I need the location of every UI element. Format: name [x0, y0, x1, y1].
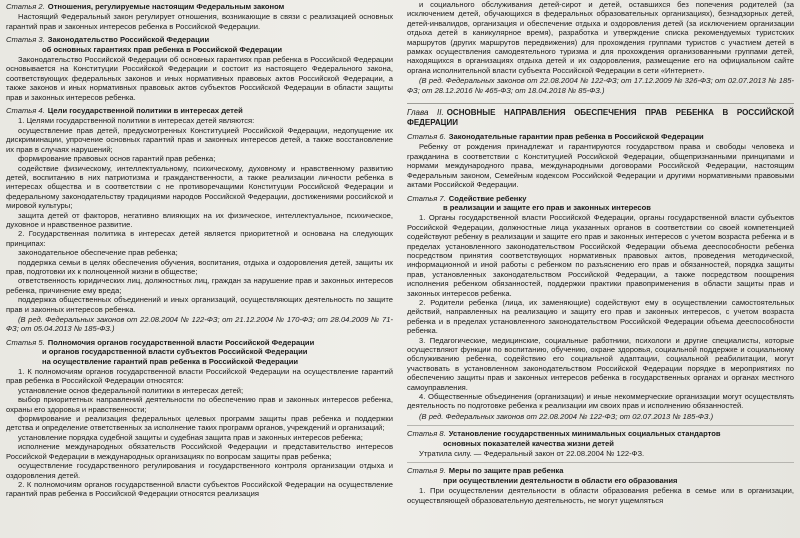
article-title: Меры по защите прав ребенка	[448, 466, 564, 476]
article-number: Статья 3.	[6, 35, 45, 45]
article-number: Статья 8.	[407, 429, 446, 439]
article-number: Статья 2.	[6, 2, 45, 11]
article-4	[6, 106, 393, 334]
article-7	[407, 194, 794, 422]
paragraph: исполнение международных обязательств Российской Федерации и представительство интересов Российской Федерации в международных организациях по вопросам защиты прав ребенка;	[6, 442, 393, 461]
paragraph: 2. Родители ребенка (лица, их заменяющие) содействуют ему в осуществлении самостоятельных действий, направленных на реализацию и защиту его прав и законных интересов, с учетом возраста ребенка и в пределах установленного законодательством Российской Федерации объема дееспособности ребенка.	[407, 297, 794, 336]
article-title: Законодательные гарантии прав ребенка в Российской Федерации	[448, 132, 704, 142]
article-title: Законодательство Российской Федерации	[47, 35, 210, 45]
right-column	[407, 0, 794, 538]
amendment-note: (В ред. Федеральных законов от 22.08.2004 № 122-ФЗ; от 17.12.2009 № 326-ФЗ; от 02.07.2013 № 185-ФЗ; от 28.12.2016 № 465-ФЗ; от 18.04.2018 № 85-ФЗ.)	[407, 76, 794, 95]
article-5-heading	[6, 338, 393, 366]
paragraph: 1. При осуществлении деятельности в области образования ребенка в семье или в организации, осуществляющей образовательную деятельность, не могут ущемляться	[407, 486, 794, 505]
article-title: Отношения, регулируемые настоящим Федеральным законом	[47, 2, 285, 11]
article-6-heading	[407, 132, 794, 141]
paragraph: содействие физическому, интеллектуальному, психическому, духовному и нравственному развитию детей, воспитанию в них патриотизма и гражданственности, а также реализации личности ребенка в интересах общества и в соответствии с не противоречащими Конституции Российской Федерации и федеральному законодательству традициями народов Российской Федерации, достижениями российской и мировой культуры;	[6, 163, 393, 211]
article-title: Установление государственных минимальных социальных стандартов	[448, 429, 721, 439]
article-number: Статья 5.	[6, 337, 45, 347]
amendment-note: (В ред. Федеральных законов от 22.08.2004 № 122-ФЗ; от 02.07.2013 № 185-ФЗ.)	[419, 411, 714, 421]
paragraph: 2. Государственная политика в интересах детей является приоритетной и основана на следующих принципах:	[6, 229, 393, 248]
article-title-line-2: об основных гарантиях прав ребенка в Российской Федерации	[42, 44, 283, 54]
paragraph: 1. К полномочиям органов государственной власти Российской Федерации на осуществление гарантий прав ребенка в Российской Федерации относятся:	[6, 367, 393, 386]
paragraph: формирование и реализация федеральных целевых программ защиты прав ребенка и поддержки детства и определение ответственных за исполнение таких программ органов, учреждений и организаций;	[6, 414, 393, 433]
article-title-line-2: в реализации и защите его прав и законных интересов	[443, 202, 651, 212]
paragraph: Ребенку от рождения принадлежат и гарантируются государством права и свободы человека и гражданина в соответствии с Конституцией Российской Федерации, общепризнанными принципами и нормами международного права, международными договорами Российской Федерации, настоящим Федеральным законом, Семейным кодексом Российской Федерации и другими нормативными правовыми актами Российской Федерации.	[407, 142, 794, 190]
amendment-note: (В ред. Федеральных законов от 22.08.2004 № 122-ФЗ; от 21.12.2004 № 170-ФЗ; от 28.04.2009 № 71-ФЗ; от 05.04.2013 № 185-ФЗ.)	[6, 315, 393, 334]
article-number: Статья 9.	[407, 466, 446, 476]
paragraph: поддержка семьи в целях обеспечения обучения, воспитания, отдыха и оздоровления детей, защиты их прав, подготовки их к полноценной жизни в обществе;	[6, 257, 393, 276]
article-2	[6, 2, 393, 31]
article-9	[407, 466, 794, 505]
paragraph: 4. Общественные объединения (организации) и иные некоммерческие организации могут осуществлять деятельность по подготовке ребенка к реализации им своих прав и исполнению обязанностей.	[407, 392, 794, 411]
paragraph: защита детей от факторов, негативно влияющих на их физическое, интеллектуальное, психическое, духовное и нравственное развитие.	[6, 210, 393, 229]
paragraph: 3. Педагогические, медицинские, социальные работники, психологи и другие специалисты, которые осуществляют функции по воспитанию, обучению, охране здоровья, социальной поддержке и социальному обслуживанию ребенка, содействию его социальной адаптации, социальной реабилитации, могут участвовать в установленном законодательством Российской Федерации порядке в мероприятиях по обеспечению защиты прав и законных интересов ребенка в государственных органах и органах местного самоуправления.	[407, 335, 794, 392]
article-8	[407, 429, 794, 458]
article-6	[407, 132, 794, 189]
paragraph: выбор приоритетных направлений деятельности по обеспечению прав и законных интересов ребенка, охраны его здоровья и нравственности;	[6, 395, 393, 414]
article-title-line-2: и органов государственной власти субъектов Российской Федерации	[42, 347, 308, 357]
article-5	[6, 338, 393, 499]
article-5-continuation	[407, 0, 794, 95]
chapter-number: Глава II.	[407, 108, 444, 118]
article-number: Статья 7.	[407, 193, 446, 203]
paragraph: 2. К полномочиям органов государственной власти субъектов Российской Федерации на осуществление гарантий прав ребенка в Российской Федерации относятся реализация	[6, 479, 393, 499]
paragraph: и социального обслуживания детей-сирот и детей, оставшихся без попечения родителей (за исключением детей, обучающихся в федеральных образовательных организациях), безнадзорных детей, детей-инвалидов, организация и обеспечение отдыха и оздоровления детей (за исключением организации отдыха детей в каникулярное время), разработка и утверждение списка рекомендуемых туристских маршрутов (других маршрутов передвижения) для прохождения группами туристов с участием детей в рамках осуществления самодеятельного туризма и для прохождения организованными группами детей, находящихся в организациях отдыха детей и их оздоровления, размещение его на официальном сайте органа исполнительной власти субъекта Российской Федерации в сети «Интернет».	[407, 0, 794, 75]
paragraph: установление порядка судебной защиты и судебная защита прав и законных интересов ребенка;	[18, 432, 363, 442]
article-2-heading	[6, 2, 393, 11]
paragraph: Утратила силу. — Федеральный закон от 22.08.2004 № 122-ФЗ.	[419, 449, 645, 459]
article-4-heading	[6, 106, 393, 115]
paragraph: установление основ федеральной политики в интересах детей;	[18, 385, 244, 395]
paragraph: осуществление прав детей, предусмотренных Конституцией Российской Федерации, недопущение их дискриминации, упрочение основных гарантий прав и законных интересов детей, а также восстановление их прав в случаях нарушений;	[6, 125, 393, 154]
paragraph: осуществление государственного регулирования и государственного контроля организации отдыха и оздоровления детей.	[6, 461, 393, 480]
article-title-line-2: основных показателей качества жизни детей	[443, 438, 614, 448]
article-number: Статья 6.	[407, 132, 446, 142]
article-3	[6, 35, 393, 102]
article-title: Цели государственной политики в интересах детей	[47, 106, 243, 116]
article-title: Содействие ребенку	[448, 193, 527, 203]
chapter-title: ОСНОВНЫЕ НАПРАВЛЕНИЯ ОБЕСПЕЧЕНИЯ ПРАВ РЕБЕНКА В РОССИЙСКОЙ ФЕДЕРАЦИИ	[407, 108, 794, 128]
article-9-heading	[407, 466, 794, 485]
article-number: Статья 4.	[6, 106, 45, 116]
left-column	[6, 0, 393, 538]
paragraph: 1. Целями государственной политики в интересах детей являются:	[18, 116, 255, 126]
article-title-line-3: на осуществление гарантий прав ребенка в Российской Федерации	[42, 356, 299, 366]
article-7-heading	[407, 194, 794, 213]
article-8-heading	[407, 429, 794, 448]
article-title: Полномочия органов государственной власти Российской Федерации	[47, 337, 315, 347]
paragraph: законодательное обеспечение прав ребенка;	[18, 248, 178, 258]
divider	[407, 462, 794, 463]
paragraph: ответственность юридических лиц, должностных лиц, граждан за нарушение прав и законных интересов ребенка, причинение ему вреда;	[6, 276, 393, 295]
article-title-line-2: при осуществлении деятельности в области его образования	[443, 475, 678, 485]
paragraph: 1. Органы государственной власти Российской Федерации, органы государственной власти субъектов Российской Федерации, должностные лица указанных органов в соответствии со своей компетенцией содействуют ребенку в реализации и защите его прав и законных интересов с учетом возраста ребенка и в пределах установленного законодательством Российской Федерации объема дееспособности ребенка посредством принятия соответствующих нормативных правовых актов, проведения методической, информационной и иной работы с ребенком по разъяснению его прав и обязанностей, порядка защиты прав, установленных законодательством Российской Федерации, а также посредством поощрения исполнения ребенком обязанностей, поддержки практики правоприменения в области защиты прав и законных интересов ребенка.	[407, 213, 794, 298]
paragraph: формирование правовых основ гарантий прав ребенка;	[18, 154, 216, 164]
paragraph: Настоящий Федеральный закон регулирует отношения, возникающие в связи с реализацией основных гарантий прав и законных интересов ребенка в Российской Федерации.	[6, 12, 393, 31]
article-3-heading	[6, 35, 393, 54]
chapter-heading	[407, 103, 794, 128]
paragraph: поддержка общественных объединений и иных организаций, осуществляющих деятельность по защите прав и законных интересов ребенка.	[6, 295, 393, 314]
divider	[407, 425, 794, 426]
paragraph: Законодательство Российской Федерации об основных гарантиях прав ребенка в Российской Федерации основывается на Конституции Российской Федерации и состоит из настоящего Федерального закона, соответствующих федеральных законов и иных нормативных правовых актов Российской Федерации, а также законов и иных нормативных правовых актов субъектов Российской Федерации в области защиты прав и законных интересов ребенка.	[6, 55, 393, 102]
